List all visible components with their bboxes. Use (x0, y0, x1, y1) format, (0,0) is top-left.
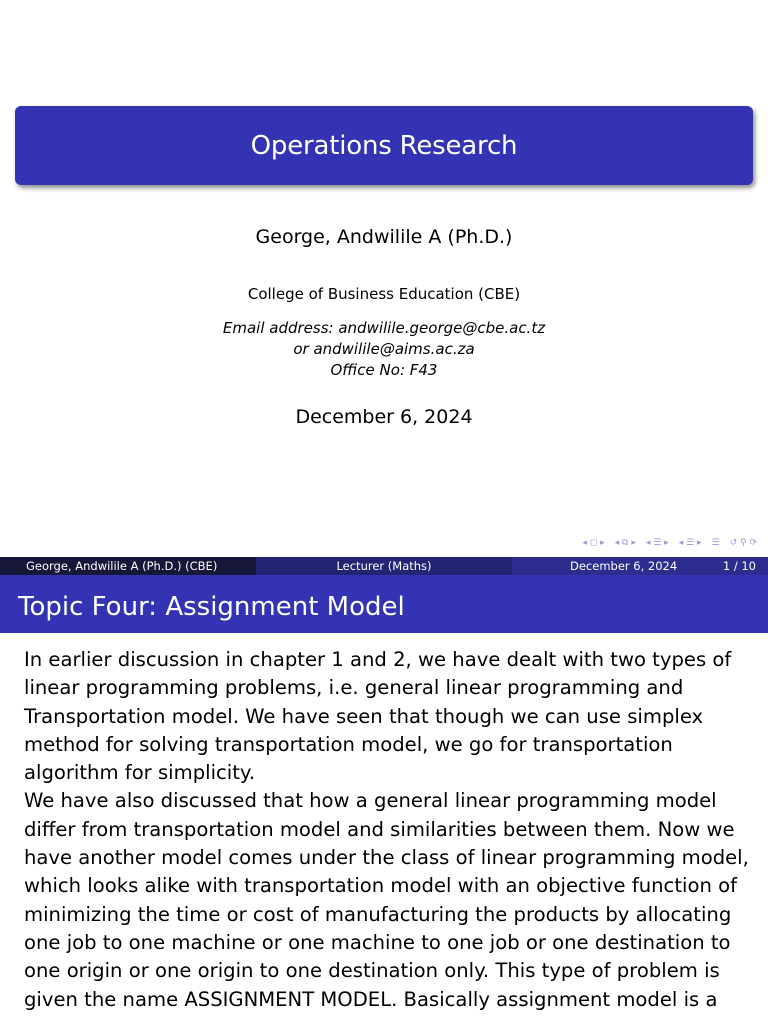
nav-section-icon[interactable]: ◂ ☰ ▸ (678, 538, 702, 548)
email-line-2: or andwilile@aims.ac.za (293, 340, 475, 358)
text-line: In earlier discussion in chapter 1 and 2, we have dealt with two types of (24, 648, 732, 671)
footer-role: Lecturer (Maths) (256, 557, 512, 575)
title-banner (15, 106, 753, 185)
footer-date-page (512, 557, 768, 575)
nav-subsection-icon[interactable]: ◂ ☰ ▸ (645, 538, 669, 548)
text-line: given the name ASSIGNMENT MODEL. Basically assignment model is a (24, 987, 718, 1011)
office-line: Office No: F43 (330, 361, 438, 379)
slide-footer (0, 557, 768, 575)
contact-block (0, 318, 768, 381)
nav-search-icon[interactable]: ↺ ⚲ ⟳ (729, 538, 757, 548)
text-line: linear programming problems, i.e. general linear programming and (24, 676, 684, 700)
text-line: algorithm for simplicity. (24, 761, 255, 785)
text-line: differ from transportation model and similarities between them. Now we (24, 817, 735, 841)
email-line-1: Email address: andwilile.george@cbe.ac.tz (222, 319, 546, 337)
institution: College of Business Education (CBE) (247, 285, 521, 303)
text-line: one origin or one origin to one destination only. This type of problem is (24, 959, 720, 983)
body-paragraph (24, 646, 754, 1014)
text-line: which looks alike with transportation model with an objective function of (24, 874, 737, 898)
text-line: minimizing the time or cost of manufacturing the products by allocating (24, 902, 732, 926)
text-line: one job to one machine or one machine to one job or one destination to (24, 930, 731, 954)
footer-date: December 6, 2024 (570, 559, 678, 573)
beamer-navigation-bar (579, 538, 760, 548)
presentation-title: Operations Research (250, 130, 518, 161)
text-line: method for solving transportation model, we go for transportation (24, 732, 673, 756)
author-name: George, Andwilile A (Ph.D.) (255, 226, 513, 248)
presentation-date: December 6, 2024 (295, 406, 473, 428)
nav-slide-icon[interactable]: ◂ ◻ ▸ (582, 538, 605, 548)
footer-author: George, Andwilile A (Ph.D.) (CBE) (0, 557, 256, 575)
text-line: Transportation model. We have seen that though we can use simplex (24, 704, 704, 728)
text-line: We have also discussed that how a general linear programming model (24, 789, 717, 813)
nav-toc-icon[interactable]: ☰ (711, 538, 720, 548)
nav-frame-icon[interactable]: ◂ ⧉ ▸ (614, 538, 636, 548)
text-line: have another model comes under the class of linear programming model, (24, 846, 749, 870)
footer-page-number: 1 / 10 (722, 559, 756, 573)
frame-title: Topic Four: Assignment Model (0, 575, 768, 633)
